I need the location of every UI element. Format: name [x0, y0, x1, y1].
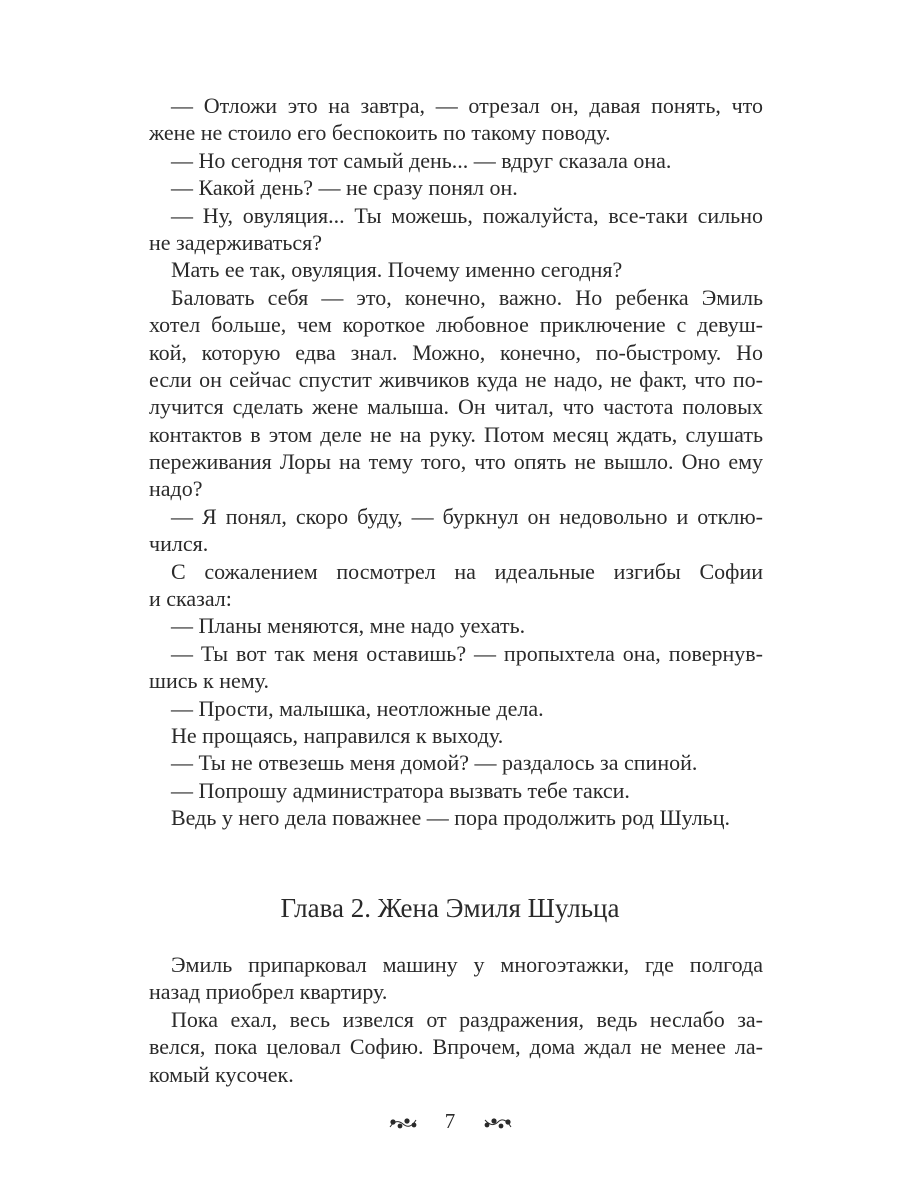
- paragraph: [149, 951, 763, 1006]
- paragraph: [149, 804, 763, 831]
- page-footer: [0, 1108, 900, 1136]
- floral-ornament-icon: [388, 1110, 418, 1136]
- text-line: — Отложи это на завтра, — отрезал он, давая понять, что: [171, 93, 763, 118]
- paragraph: [149, 1006, 763, 1088]
- paragraph: [149, 147, 763, 174]
- paragraph: [149, 749, 763, 776]
- paragraph: [149, 503, 763, 558]
- paragraph: [149, 202, 763, 257]
- paragraph: [149, 640, 763, 695]
- text-line: хотел больше, чем короткое любовное приключение с девуш-: [149, 312, 763, 338]
- text-line: жене не стоило его беспокоить по такому поводу.: [149, 120, 611, 146]
- text-line: — Попрошу администратора вызвать тебе такси.: [171, 777, 630, 803]
- paragraph: [149, 612, 763, 639]
- text-line: лучится сделать жене малыша. Он читал, что частота половых: [149, 394, 763, 420]
- text-line: надо?: [149, 476, 203, 502]
- paragraph: [149, 284, 763, 503]
- text-line: Баловать себя — это, конечно, важно. Но ребенка Эмиль: [171, 284, 763, 310]
- text-line: шись к нему.: [149, 668, 269, 694]
- text-line: и сказал:: [149, 586, 232, 612]
- text-line: чился.: [149, 531, 209, 557]
- text-line: — Планы меняются, мне надо уехать.: [171, 613, 526, 639]
- text-line: велся, пока целовал Софию. Впрочем, дома ждал не менее ла-: [149, 1034, 763, 1060]
- text-line: — Ну, овуляция... Ты можешь, пожалуйста, все-таки сильно: [171, 202, 763, 228]
- text-line: — Я понял, скоро буду, — буркнул он недовольно и отклю-: [171, 503, 763, 529]
- text-line: не задерживаться?: [149, 229, 323, 255]
- paragraph: [149, 174, 763, 201]
- text-line: комый кусочек.: [149, 1061, 294, 1087]
- paragraph: [149, 256, 763, 283]
- chapter-title: Глава 2. Жена Эмиля Шульца: [280, 893, 620, 923]
- text-line: — Какой день? — не сразу понял он.: [171, 175, 518, 201]
- text-line: если он сейчас спустит живчиков куда не надо, не факт, что по-: [149, 366, 763, 392]
- text-line: Пока ехал, весь извелся от раздражения, ведь неслабо за-: [171, 1006, 763, 1032]
- text-line: переживания Лоры на тему того, что опять не вышло. Оно ему: [149, 449, 763, 475]
- paragraph: [149, 722, 763, 749]
- text-line: — Прости, малышка, неотложные дела.: [171, 695, 544, 721]
- text-line: назад приобрел квартиру.: [149, 979, 388, 1005]
- floral-ornament-icon: [483, 1110, 513, 1136]
- text-line: Не прощаясь, направился к выходу.: [171, 722, 504, 748]
- paragraph: [149, 777, 763, 804]
- text-line: — Но сегодня тот самый день... — вдруг сказала она.: [171, 147, 672, 173]
- text-line: контактов в этом деле не на руку. Потом месяц ждать, слушать: [149, 421, 763, 447]
- paragraph: [149, 558, 763, 613]
- paragraph: [149, 92, 763, 147]
- text-line: — Ты не отвезешь меня домой? — раздалось за спиной.: [171, 750, 698, 776]
- text-line: — Ты вот так меня оставишь? — пропыхтела она, повернув-: [171, 640, 763, 666]
- text-line: С сожалением посмотрел на идеальные изгибы Софии: [171, 558, 763, 584]
- page-number: 7: [444, 1109, 456, 1133]
- text-line: Ведь у него дела поважнее — пора продолжить род Шульц.: [171, 805, 730, 831]
- paragraph: [149, 695, 763, 722]
- body-text-chapter-2: [149, 951, 763, 1088]
- text-line: Мать ее так, овуляция. Почему именно сегодня?: [171, 257, 623, 283]
- text-line: кой, которую едва знал. Можно, конечно, по-быстрому. Но: [149, 339, 763, 365]
- text-line: Эмиль припарковал машину у многоэтажки, где полгода: [171, 952, 763, 977]
- body-text-before-chapter: [149, 92, 763, 832]
